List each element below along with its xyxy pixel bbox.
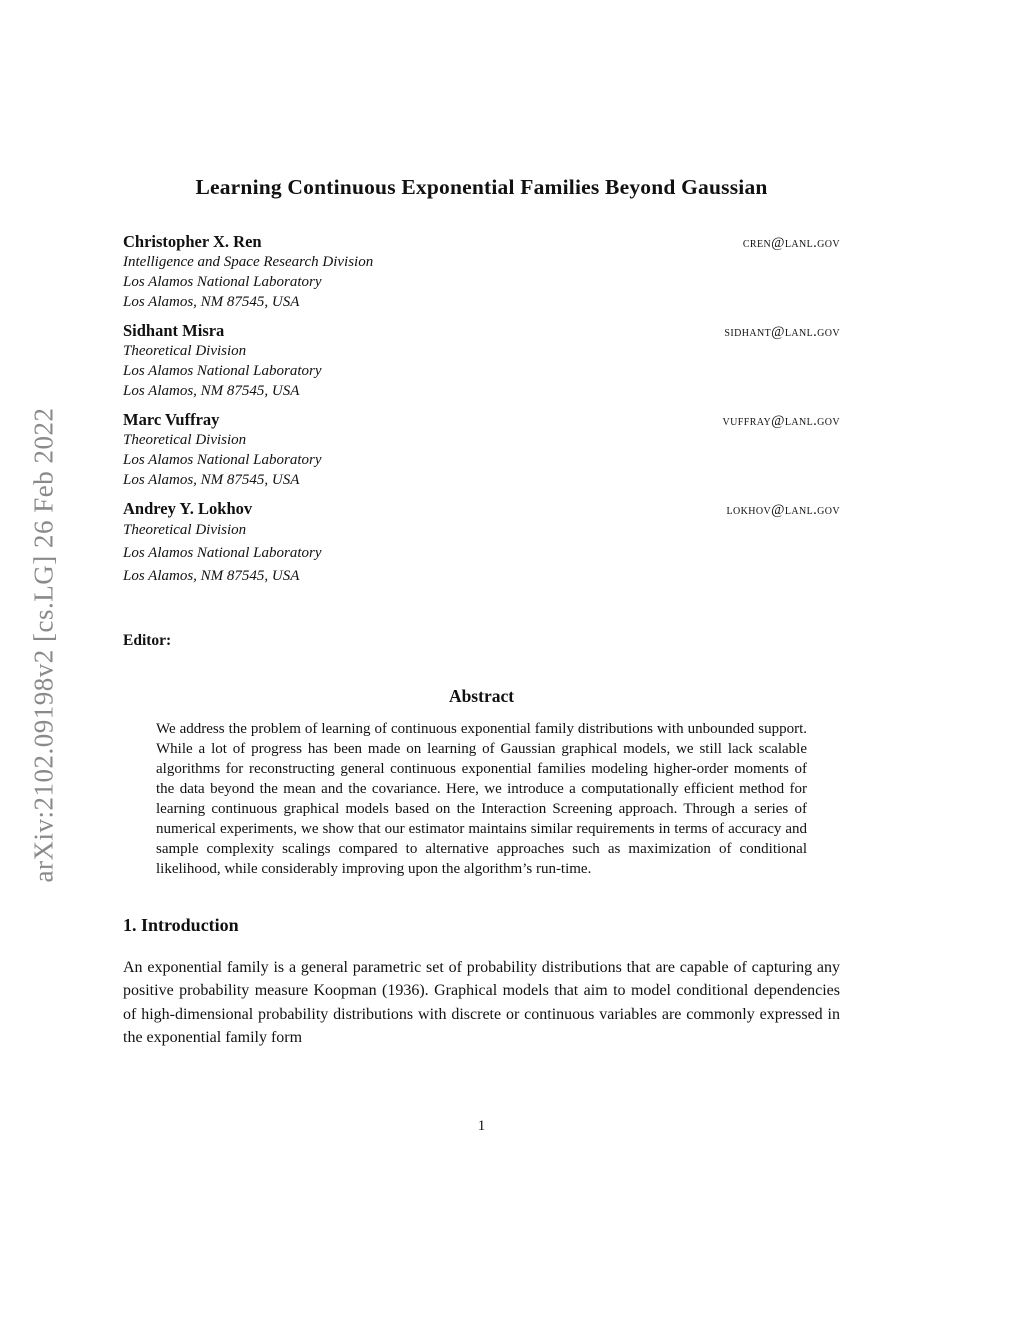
author-name: Andrey Y. Lokhov — [123, 499, 253, 518]
author-name: Christopher X. Ren — [123, 232, 262, 251]
author-block — [123, 232, 840, 312]
author-name: Marc Vuffray — [123, 410, 220, 429]
author-block — [123, 410, 840, 490]
author-block — [123, 321, 840, 401]
author-affiliation-line: Intelligence and Space Research Division — [123, 254, 374, 270]
author-email: lokhov@lanl.gov — [726, 502, 840, 518]
page-title: Learning Continuous Exponential Families Beyond Gaussian — [195, 175, 768, 199]
author-block — [123, 499, 840, 588]
author-affiliation-line: Los Alamos, NM 87545, USA — [123, 383, 300, 399]
author-affiliation-line: Los Alamos, NM 87545, USA — [123, 294, 300, 310]
author-row — [123, 499, 840, 519]
author-affiliation-line: Los Alamos National Laboratory — [123, 274, 322, 290]
author-email: sidhant@lanl.gov — [724, 324, 840, 340]
author-list — [123, 232, 840, 588]
author-affiliation-line: Theoretical Division — [123, 522, 247, 538]
author-row — [123, 410, 840, 430]
author-affiliation-line: Los Alamos National Laboratory — [123, 545, 322, 561]
introduction-paragraph: An exponential family is a general parametric set of probability distributions that are capable of capturing any positive probability measure Koopman (1936). Graphical models that aim to model conditional dependencies of high-dimensional probability distributions with discrete or continuous variables are commonly expressed in the exponential family form — [123, 959, 840, 1046]
author-row — [123, 232, 840, 252]
author-affiliation-line: Los Alamos National Laboratory — [123, 363, 322, 379]
author-email: cren@lanl.gov — [742, 235, 840, 251]
author-affiliation-line: Theoretical Division — [123, 343, 247, 359]
abstract-text: We address the problem of learning of continuous exponential family distributions with unbounded support. While a lot of progress has been made on learning of Gaussian graphical models, we still lack scalable algorithms for reconstructing general continuous exponential families modeling higher-order moments of the data beyond the mean and the covariance. Here, we introduce a computationally efficient method for learning continuous graphical models based on the Interaction Screening approach. Through a series of numerical experiments, we show that our estimator maintains similar requirements in terms of accuracy and sample complexity scalings compared to alternative approaches such as maximization of conditional likelihood, while considerably improving upon the algorithm’s run-time. — [156, 721, 807, 877]
paper-content — [123, 0, 840, 1049]
author-row — [123, 321, 840, 341]
author-affiliation-line: Theoretical Division — [123, 432, 247, 448]
abstract-heading: Abstract — [448, 686, 515, 706]
editor-label: Editor: — [123, 632, 172, 649]
page-number: 1 — [477, 1118, 486, 1134]
author-affiliation-line: Los Alamos, NM 87545, USA — [123, 472, 300, 488]
author-email: vuffray@lanl.gov — [722, 413, 840, 429]
author-affiliation-line: Los Alamos National Laboratory — [123, 452, 322, 468]
author-name: Sidhant Misra — [123, 321, 225, 340]
section-heading-introduction: 1. Introduction — [123, 915, 239, 935]
author-affiliation-line: Los Alamos, NM 87545, USA — [123, 568, 300, 584]
arxiv-watermark: arXiv:2102.09198v2 [cs.LG] 26 Feb 2022 — [28, 407, 59, 883]
